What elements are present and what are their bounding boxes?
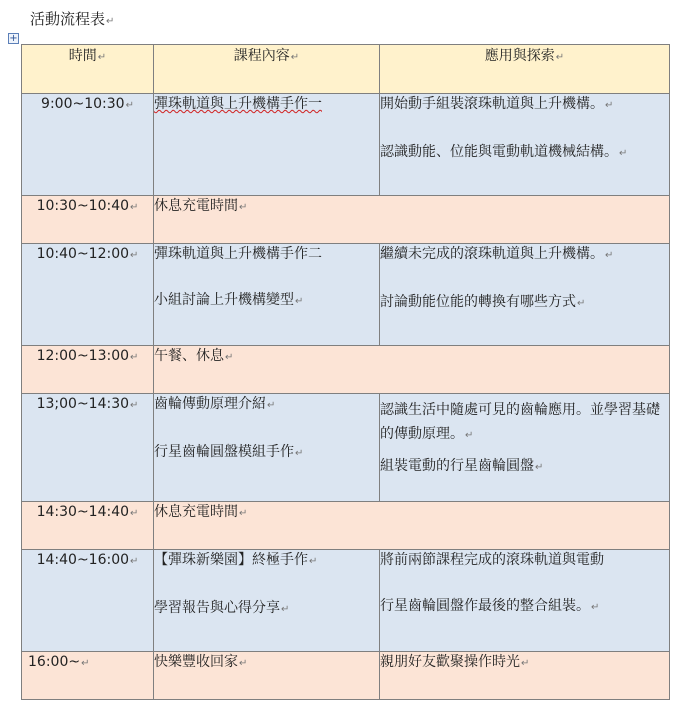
table-row (22, 196, 670, 244)
table-row (22, 244, 670, 346)
content-cell: 彈珠軌道與上升機構手作二 小組討論上升機構變型↵ (154, 244, 380, 346)
table-row (22, 550, 670, 652)
document-title: 活動流程表↵ (30, 10, 115, 28)
time-cell: 12:00~13:00↵ (22, 346, 154, 394)
content-cell: 彈珠軌道與上升機構手作一 (154, 94, 380, 196)
table-row (22, 346, 670, 394)
table-row (22, 502, 670, 550)
time-cell: 14:40~16:00↵ (22, 550, 154, 652)
table-row (22, 94, 670, 196)
time-cell: 13;00~14:30↵ (22, 394, 154, 502)
time-cell: 9:00~10:30↵ (22, 94, 154, 196)
schedule-table (21, 44, 670, 700)
table-row (22, 394, 670, 502)
content-cell: 【彈珠新樂園】終極手作↵ 學習報告與心得分享↵ (154, 550, 380, 652)
explore-cell: 將前兩節課程完成的滾珠軌道與電動 行星齒輪圓盤作最後的整合組裝。↵ (380, 550, 670, 652)
content-cell: 休息充電時間↵ (154, 196, 670, 244)
content-cell: 快樂豐收回家↵ (154, 652, 380, 700)
header-row (22, 45, 670, 94)
time-cell: 10:30~10:40↵ (22, 196, 154, 244)
content-cell: 午餐、休息↵ (154, 346, 670, 394)
time-cell: 10:40~12:00↵ (22, 244, 154, 346)
time-cell: 14:30~14:40↵ (22, 502, 154, 550)
explore-cell: 繼續未完成的滾珠軌道與上升機構。↵ 討論動能位能的轉換有哪些方式↵ (380, 244, 670, 346)
table-move-handle-icon[interactable]: + (9, 33, 18, 44)
header-content: 課程內容↵ (154, 45, 380, 94)
header-explore: 應用與探索↵ (380, 45, 670, 94)
explore-cell: 親朋好友歡聚操作時光↵ (380, 652, 670, 700)
content-cell: 休息充電時間↵ (154, 502, 670, 550)
content-cell: 齒輪傳動原理介紹↵ 行星齒輪圓盤模組手作↵ (154, 394, 380, 502)
explore-cell: 認識生活中隨處可見的齒輪應用。並學習基礎的傳動原理。↵ 組裝電動的行星齒輪圓盤↵ (380, 394, 670, 502)
paragraph-mark-icon: ↵ (106, 16, 115, 27)
explore-cell: 開始動手組裝滾珠軌道與上升機構。↵ 認識動能、位能與電動軌道機械結構。↵ (380, 94, 670, 196)
time-cell: 16:00~↵ (22, 652, 154, 700)
table-row (22, 652, 670, 700)
header-time: 時間↵ (22, 45, 154, 94)
